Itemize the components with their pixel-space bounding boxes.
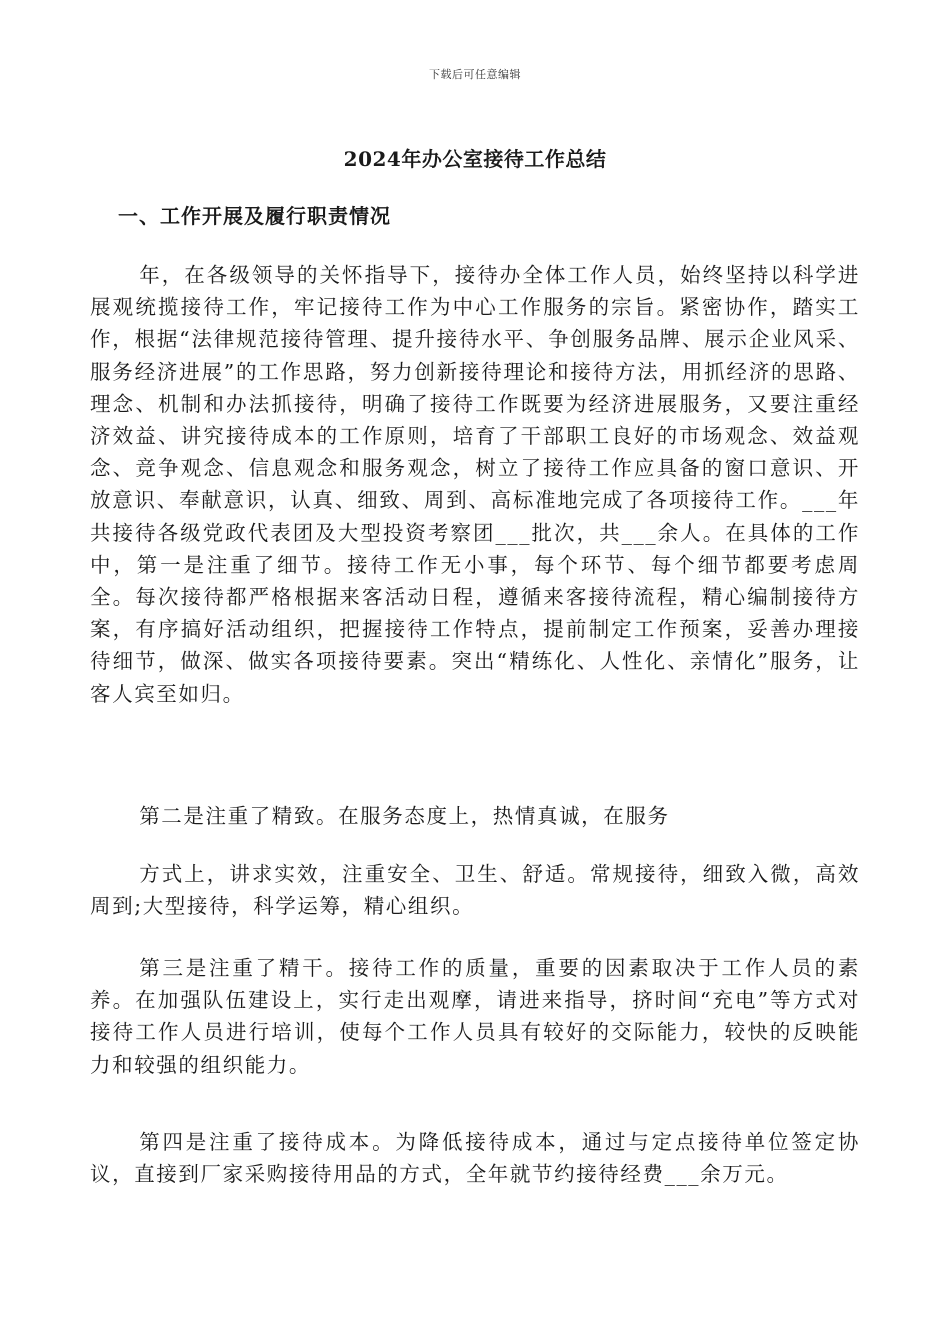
paragraph: 第四是注重了接待成本。为降低接待成本，通过与定点接待单位签定协议，直接到厂家采购接待用品的方式，全年就节约接待经费___余万元。 (90, 1130, 860, 1187)
paragraph: 方式上，讲求实效，注重安全、卫生、舒适。常规接待，细致入微，高效周到;大型接待，科学运筹，精心组织。 (90, 862, 860, 919)
paragraph: 第二是注重了精致。在服务态度上，热情真诚，在服务 (139, 804, 670, 828)
paragraph: 年，在各级领导的关怀指导下，接待办全体工作人员，始终坚持以科学进展观统揽接待工作，牢记接待工作为中心工作服务的宗旨。紧密协作，踏实工作，根据“法律规范接待管理、提升接待水平、争创服务品牌、展示企业风采、服务经济进展”的工作思路，努力创新接待理论和接待方法，用抓经济的思路、理念、机制和办法抓接待，明确了接待工作既要为经济进展服务，又要注重经济效益、讲究接待成本的工作原则，培育了干部职工良好的市场观念、效益观念、竞争观念、信息观念和服务观念，树立了接待工作应具备的窗口意识、开放意识、奉献意识，认真、细致、周到、高标准地完成了各项接待工作。___年共接待各级党政代表团及大型投资考察团___批次，共___余人。在具体的工作中，第一是注重了细节。接待工作无小事，每个环节、每个细节都要考虑周全。每次接待都严格根据来客活动日程，遵循来客接待流程，精心编制接待方案，有序搞好活动组织，把握接待工作特点，提前制定工作预案，妥善办理接待细节，做深、做实各项接待要素。突出“精练化、人性化、亲情化”服务，让客人宾至如归。 (90, 263, 860, 706)
section-heading: 一、工作开展及履行职责情况 (118, 204, 391, 228)
document-title: 2024年办公室接待工作总结 (343, 147, 607, 171)
header-note: 下载后可任意编辑 (429, 68, 521, 81)
paragraph: 第三是注重了精干。接待工作的质量，重要的因素取决于工作人员的素养。在加强队伍建设上，实行走出观摩，请进来指导，挤时间“充电”等方式对接待工作人员进行培训，使每个工作人员具有较好的交际能力，较快的反映能力和较强的组织能力。 (90, 956, 860, 1077)
